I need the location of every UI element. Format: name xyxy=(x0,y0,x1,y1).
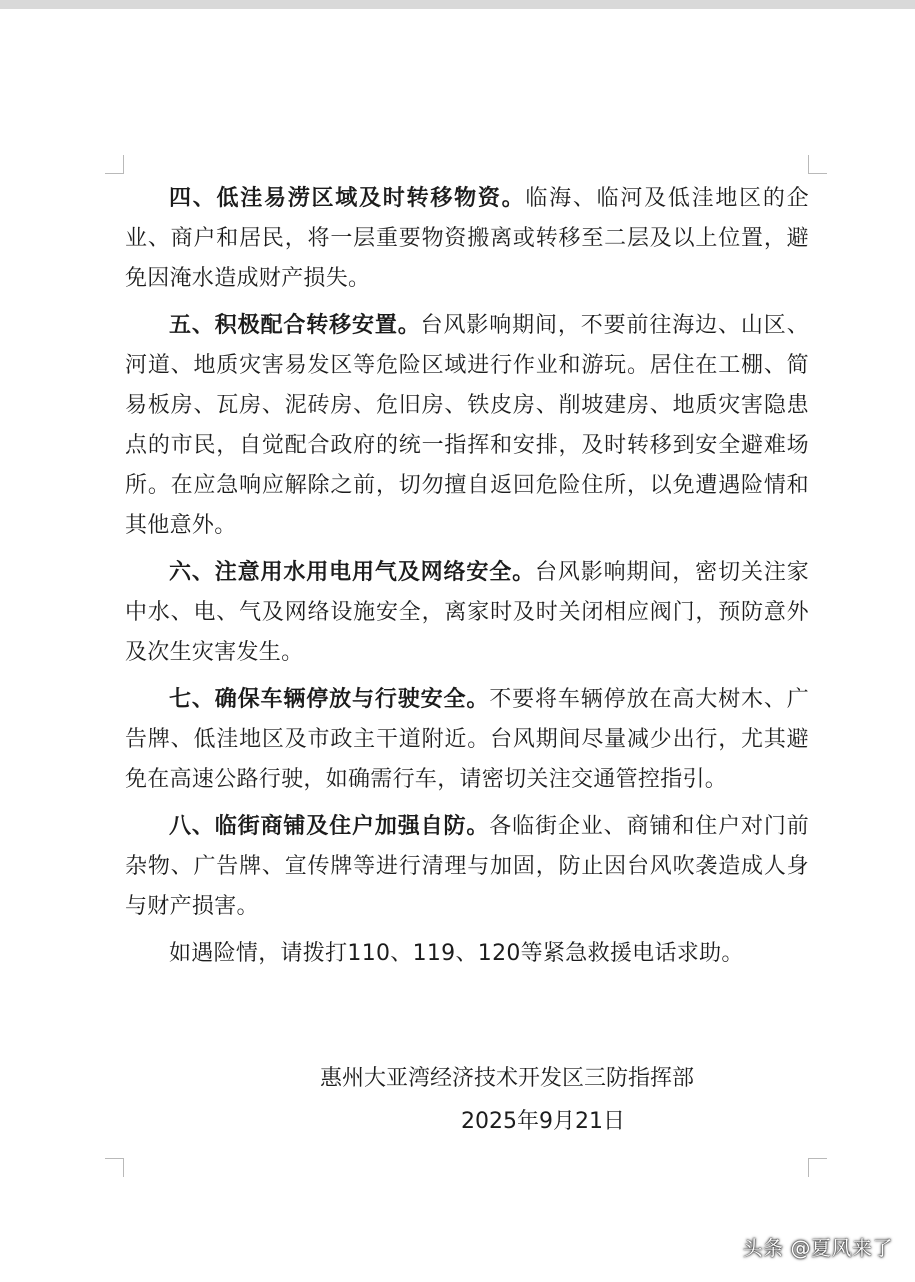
watermark: 头条 @夏风来了 xyxy=(742,1236,893,1260)
crop-mark-top-left xyxy=(105,155,124,174)
paragraph-text: 台风影响期间，密切关注家中水、电、气及网络设施安全，离家时及时关闭相应阀门，预防意外及次生灾害发生。 xyxy=(125,560,809,665)
paragraph-heading: 八、临街商铺及住户加强自防。 xyxy=(169,814,490,839)
crop-mark-bottom-left xyxy=(105,1158,124,1177)
paragraph-7 xyxy=(125,680,809,800)
top-bar xyxy=(0,0,915,9)
paragraph-5 xyxy=(125,306,809,546)
crop-mark-bottom-right xyxy=(808,1158,827,1177)
paragraph-8 xyxy=(125,807,809,927)
document-body xyxy=(125,179,809,981)
paragraph-text: 如遇险情，请拨打110、119、120等紧急救援电话求助。 xyxy=(169,941,744,966)
paragraph-text: 临海、临河及低洼地区的企业、商户和居民，将一层重要物资搬离或转移至二层及以上位置，避免因淹水造成财产损失。 xyxy=(125,186,809,291)
signature-date: 2025年9月21日 xyxy=(461,1109,625,1134)
signature-organization: 惠州大亚湾经济技术开发区三防指挥部 xyxy=(320,1066,695,1091)
crop-mark-top-right xyxy=(808,155,827,174)
paragraph-4 xyxy=(125,179,809,299)
paragraph-text: 不要将车辆停放在高大树木、广告牌、低洼地区及市政主干道附近。台风期间尽量减少出行，尤其避免在高速公路行驶，如确需行车，请密切关注交通管控指引。 xyxy=(125,687,810,792)
paragraph-heading: 七、确保车辆停放与行驶安全。 xyxy=(169,687,490,712)
paragraph-6 xyxy=(125,553,809,673)
paragraph-text: 各临街企业、商铺和住户对门前杂物、广告牌、宣传牌等进行清理与加固，防止因台风吹袭造成人身与财产损害。 xyxy=(125,814,810,919)
paragraph-emergency xyxy=(125,934,809,974)
paragraph-heading: 五、积极配合转移安置。 xyxy=(169,313,421,338)
paragraph-heading: 六、注意用水用电用气及网络安全。 xyxy=(169,560,536,585)
paragraph-heading: 四、低洼易涝区域及时转移物资。 xyxy=(169,186,526,211)
paragraph-text: 台风影响期间，不要前往海边、山区、河道、地质灾害易发区等危险区域进行作业和游玩。居住在工棚、简易板房、瓦房、泥砖房、危旧房、铁皮房、削坡建房、地质灾害隐患点的市民，自觉配合政府的统一指挥和安排，及时转移到安全避难场所。在应急响应解除之前，切勿擅自返回危险住所，以免遭遇险情和其他意外。 xyxy=(125,313,809,538)
